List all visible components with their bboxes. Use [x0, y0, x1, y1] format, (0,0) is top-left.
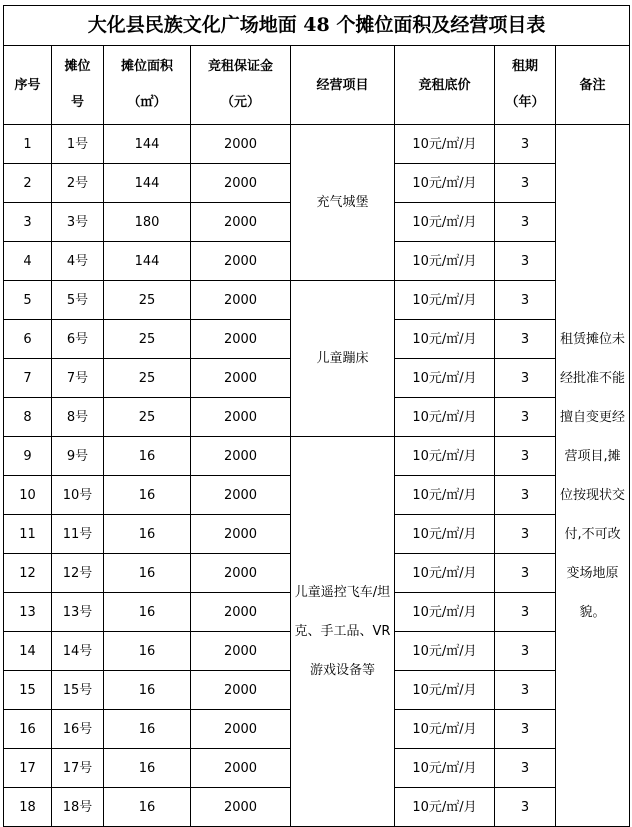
cell-deposit: 2000	[191, 203, 291, 242]
cell-base-price: 10元/㎡/月	[395, 515, 495, 554]
cell-base-price: 10元/㎡/月	[395, 125, 495, 164]
cell-term: 3	[495, 671, 556, 710]
cell-seq: 8	[4, 398, 52, 437]
header-seq: 序号	[4, 46, 52, 125]
cell-stall: 5号	[52, 281, 104, 320]
cell-deposit: 2000	[191, 749, 291, 788]
cell-deposit: 2000	[191, 710, 291, 749]
cell-base-price: 10元/㎡/月	[395, 554, 495, 593]
cell-base-price: 10元/㎡/月	[395, 788, 495, 827]
cell-seq: 1	[4, 125, 52, 164]
cell-area: 16	[104, 671, 191, 710]
table-row	[4, 125, 630, 164]
cell-base-price: 10元/㎡/月	[395, 671, 495, 710]
cell-base-price: 10元/㎡/月	[395, 593, 495, 632]
cell-seq: 14	[4, 632, 52, 671]
header-term-line1: 租期	[511, 59, 538, 74]
cell-base-price: 10元/㎡/月	[395, 320, 495, 359]
title-row	[4, 6, 630, 46]
cell-base-price: 10元/㎡/月	[395, 749, 495, 788]
stall-table	[3, 5, 630, 827]
header-deposit-line1: 竞租保证金	[207, 59, 273, 74]
cell-stall: 10号	[52, 476, 104, 515]
cell-seq: 18	[4, 788, 52, 827]
cell-seq: 2	[4, 164, 52, 203]
cell-area: 16	[104, 632, 191, 671]
cell-area: 16	[104, 593, 191, 632]
header-business: 经营项目	[291, 46, 395, 125]
cell-seq: 7	[4, 359, 52, 398]
cell-stall: 1号	[52, 125, 104, 164]
header-row	[4, 46, 630, 125]
header-stall-line2: 号	[70, 95, 84, 110]
cell-seq: 16	[4, 710, 52, 749]
header-deposit-line2: （元）	[220, 95, 260, 110]
header-deposit	[191, 46, 291, 125]
header-stall-line1: 摊位	[64, 59, 91, 74]
cell-stall: 12号	[52, 554, 104, 593]
cell-term: 3	[495, 125, 556, 164]
table-row	[4, 437, 630, 476]
header-area-line2: （㎡）	[127, 95, 167, 110]
cell-base-price: 10元/㎡/月	[395, 164, 495, 203]
cell-deposit: 2000	[191, 437, 291, 476]
cell-deposit: 2000	[191, 164, 291, 203]
cell-business: 儿童蹦床	[291, 281, 395, 437]
cell-stall: 11号	[52, 515, 104, 554]
cell-deposit: 2000	[191, 671, 291, 710]
cell-seq: 10	[4, 476, 52, 515]
cell-business: 充气城堡	[291, 125, 395, 281]
cell-stall: 6号	[52, 320, 104, 359]
cell-area: 16	[104, 788, 191, 827]
cell-term: 3	[495, 515, 556, 554]
header-term	[495, 46, 556, 125]
cell-stall: 14号	[52, 632, 104, 671]
cell-seq: 17	[4, 749, 52, 788]
cell-deposit: 2000	[191, 788, 291, 827]
cell-base-price: 10元/㎡/月	[395, 398, 495, 437]
cell-stall: 8号	[52, 398, 104, 437]
cell-base-price: 10元/㎡/月	[395, 632, 495, 671]
cell-stall: 18号	[52, 788, 104, 827]
cell-area: 16	[104, 749, 191, 788]
cell-area: 25	[104, 398, 191, 437]
cell-seq: 3	[4, 203, 52, 242]
cell-area: 16	[104, 710, 191, 749]
cell-area: 144	[104, 164, 191, 203]
cell-seq: 9	[4, 437, 52, 476]
cell-area: 25	[104, 359, 191, 398]
cell-base-price: 10元/㎡/月	[395, 476, 495, 515]
cell-term: 3	[495, 710, 556, 749]
cell-deposit: 2000	[191, 515, 291, 554]
cell-term: 3	[495, 398, 556, 437]
header-area	[104, 46, 191, 125]
cell-base-price: 10元/㎡/月	[395, 710, 495, 749]
cell-seq: 15	[4, 671, 52, 710]
header-note: 备注	[556, 46, 630, 125]
cell-area: 16	[104, 515, 191, 554]
cell-deposit: 2000	[191, 593, 291, 632]
cell-seq: 5	[4, 281, 52, 320]
cell-base-price: 10元/㎡/月	[395, 437, 495, 476]
cell-term: 3	[495, 437, 556, 476]
cell-area: 144	[104, 242, 191, 281]
table-title: 大化县民族文化广场地面 48 个摊位面积及经营项目表	[4, 6, 630, 46]
cell-term: 3	[495, 476, 556, 515]
cell-area: 25	[104, 320, 191, 359]
cell-stall: 3号	[52, 203, 104, 242]
cell-stall: 17号	[52, 749, 104, 788]
cell-seq: 4	[4, 242, 52, 281]
cell-deposit: 2000	[191, 632, 291, 671]
cell-term: 3	[495, 359, 556, 398]
cell-deposit: 2000	[191, 398, 291, 437]
cell-area: 25	[104, 281, 191, 320]
cell-stall: 9号	[52, 437, 104, 476]
cell-seq: 11	[4, 515, 52, 554]
cell-term: 3	[495, 164, 556, 203]
cell-base-price: 10元/㎡/月	[395, 281, 495, 320]
cell-term: 3	[495, 632, 556, 671]
table-row	[4, 281, 630, 320]
cell-deposit: 2000	[191, 281, 291, 320]
cell-base-price: 10元/㎡/月	[395, 242, 495, 281]
cell-deposit: 2000	[191, 359, 291, 398]
cell-term: 3	[495, 749, 556, 788]
cell-area: 16	[104, 476, 191, 515]
cell-term: 3	[495, 593, 556, 632]
cell-term: 3	[495, 788, 556, 827]
cell-stall: 13号	[52, 593, 104, 632]
header-term-line2: （年）	[505, 95, 545, 110]
cell-deposit: 2000	[191, 554, 291, 593]
cell-seq: 6	[4, 320, 52, 359]
cell-seq: 12	[4, 554, 52, 593]
cell-area: 180	[104, 203, 191, 242]
cell-area: 16	[104, 554, 191, 593]
cell-business: 儿童遥控飞车/坦克、手工品、VR游戏设备等	[291, 437, 395, 827]
cell-term: 3	[495, 242, 556, 281]
cell-stall: 4号	[52, 242, 104, 281]
cell-stall: 2号	[52, 164, 104, 203]
cell-term: 3	[495, 554, 556, 593]
cell-term: 3	[495, 320, 556, 359]
header-stall	[52, 46, 104, 125]
header-base-price: 竞租底价	[395, 46, 495, 125]
cell-stall: 16号	[52, 710, 104, 749]
cell-deposit: 2000	[191, 320, 291, 359]
cell-term: 3	[495, 203, 556, 242]
cell-stall: 15号	[52, 671, 104, 710]
cell-stall: 7号	[52, 359, 104, 398]
cell-area: 16	[104, 437, 191, 476]
cell-deposit: 2000	[191, 125, 291, 164]
cell-note: 租赁摊位未经批准不能擅自变更经营项目,摊位按现状交付,不可改变场地原貌。	[556, 125, 630, 827]
cell-seq: 13	[4, 593, 52, 632]
header-area-line1: 摊位面积	[120, 59, 173, 74]
cell-term: 3	[495, 281, 556, 320]
cell-deposit: 2000	[191, 242, 291, 281]
cell-deposit: 2000	[191, 476, 291, 515]
cell-base-price: 10元/㎡/月	[395, 203, 495, 242]
cell-area: 144	[104, 125, 191, 164]
cell-base-price: 10元/㎡/月	[395, 359, 495, 398]
